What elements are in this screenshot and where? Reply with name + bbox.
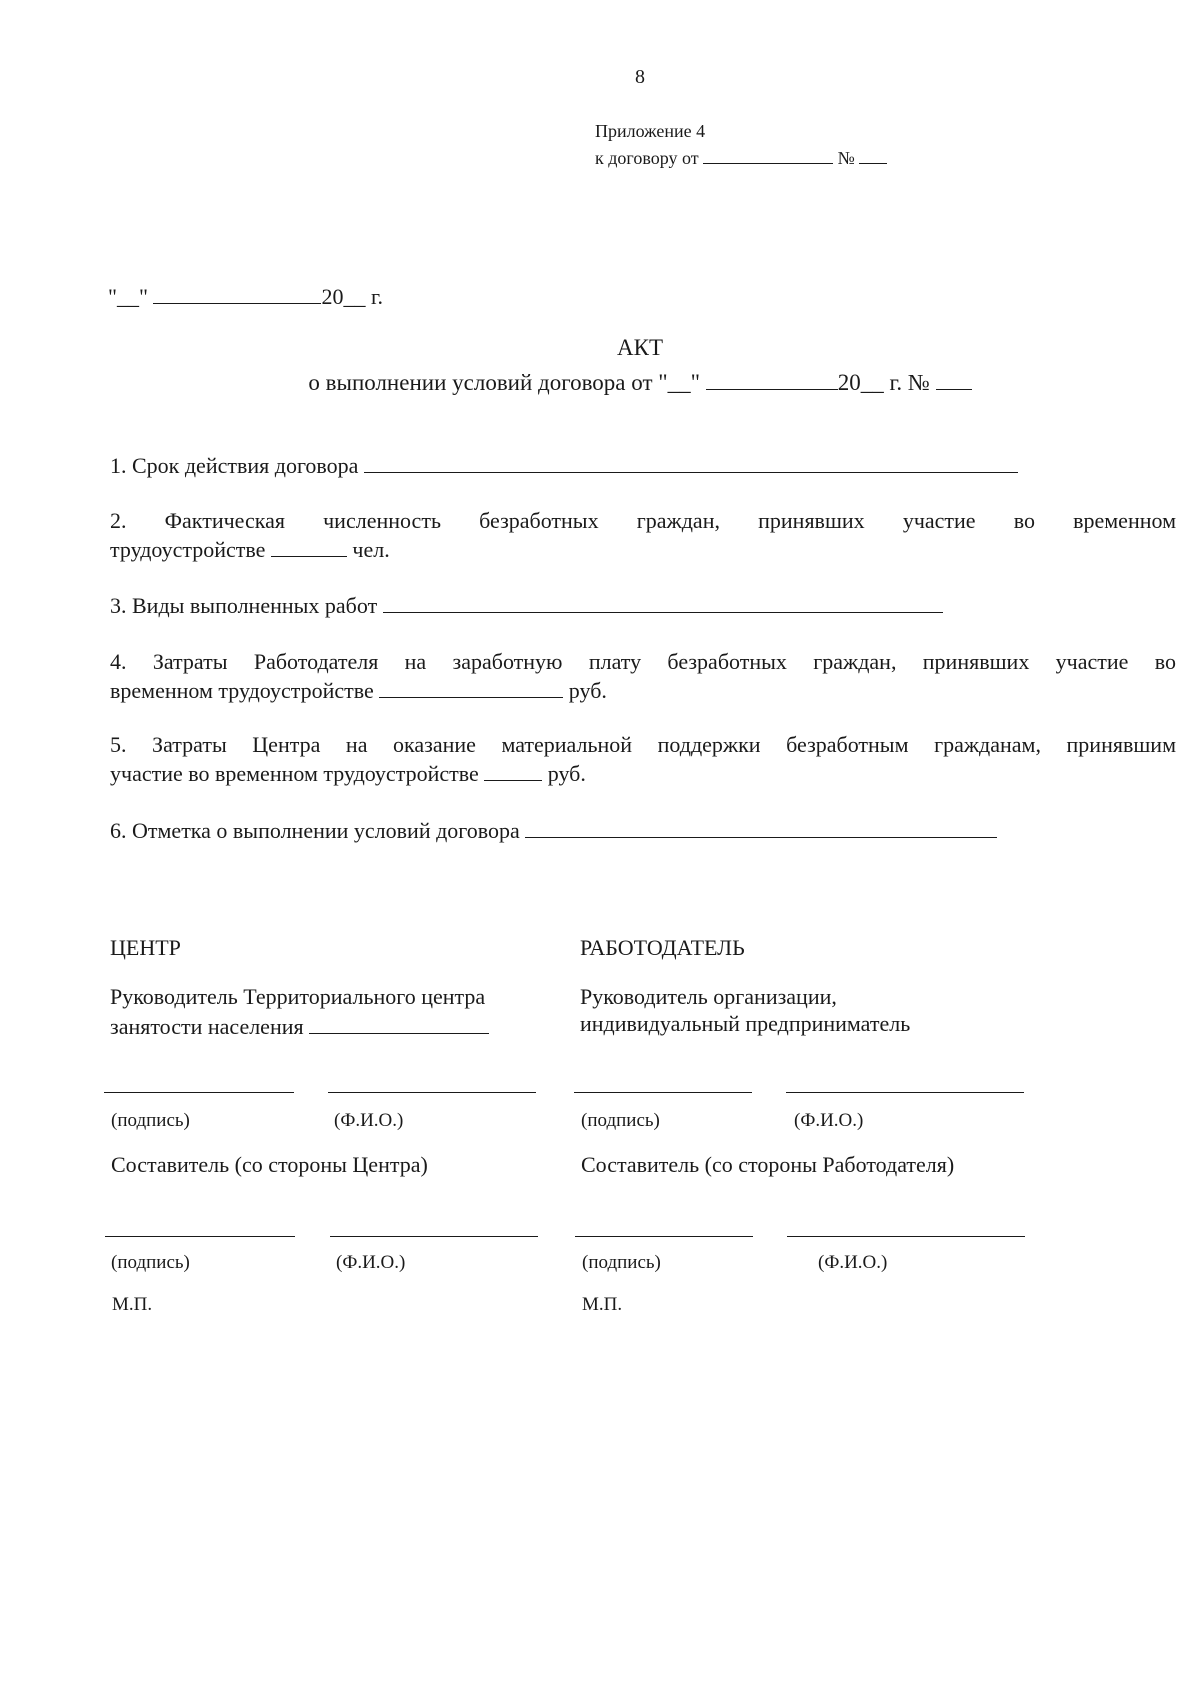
item-1-label: 1. Срок действия договора bbox=[110, 453, 359, 478]
employer-signature-line bbox=[574, 1092, 752, 1093]
contract-number-blank bbox=[859, 145, 887, 164]
center-head-line-1: Руководитель Территориального центра bbox=[110, 984, 486, 1009]
item-6-label: 6. Отметка о выполнении условий договора bbox=[110, 818, 520, 843]
employer-compiler-signature-label: (подпись) bbox=[582, 1252, 661, 1273]
act-title: АКТ bbox=[617, 335, 663, 360]
employer-compiler: Составитель (со стороны Работодателя) bbox=[581, 1152, 955, 1177]
item-5-line-2-prefix: участие во временном трудоустройстве bbox=[110, 761, 479, 786]
item-3-label: 3. Виды выполненных работ bbox=[110, 593, 378, 618]
center-compiler-signature-label: (подпись) bbox=[111, 1252, 190, 1273]
employer-head-line-1: Руководитель организации, bbox=[580, 984, 837, 1009]
center-signature-line bbox=[104, 1092, 294, 1093]
center-compiler-name-label: (Ф.И.О.) bbox=[336, 1252, 406, 1273]
act-subtitle-year: 20__ г. № bbox=[837, 370, 930, 395]
appendix-contract-ref bbox=[595, 145, 887, 169]
act-date-day: "__" bbox=[108, 284, 148, 309]
center-head-line-2 bbox=[110, 1011, 489, 1040]
item-2-line-1: 2. Фактическая численность безработных граждан, принявших участие во временном bbox=[110, 508, 1176, 533]
item-6 bbox=[110, 815, 997, 844]
item-2-line-2 bbox=[110, 534, 1176, 563]
item-3-blank bbox=[383, 590, 943, 613]
item-4-line-2-prefix: временном трудоустройстве bbox=[110, 678, 374, 703]
employer-compiler-name-label: (Ф.И.О.) bbox=[818, 1252, 888, 1273]
act-subtitle-number-blank bbox=[936, 366, 972, 390]
item-5-line-2-suffix: руб. bbox=[547, 761, 586, 786]
act-subtitle bbox=[0, 366, 1200, 396]
act-date-line bbox=[108, 281, 383, 310]
act-date-year: 20__ г. bbox=[321, 284, 384, 309]
item-2-line-2-suffix: чел. bbox=[352, 537, 390, 562]
center-signature-label: (подпись) bbox=[111, 1110, 190, 1131]
item-4-line-2 bbox=[110, 675, 1176, 704]
employer-compiler-signature-line bbox=[575, 1236, 753, 1237]
contract-date-blank bbox=[703, 145, 833, 164]
act-subtitle-prefix: о выполнении условий договора от "__" bbox=[308, 370, 701, 395]
page-number: 8 bbox=[635, 66, 645, 88]
act-subtitle-month-blank bbox=[706, 366, 838, 390]
item-5-line-1: 5. Затраты Центра на оказание материальной поддержки безработным гражданам, принявшим bbox=[110, 732, 1176, 757]
item-4-line-2-suffix: руб. bbox=[568, 678, 607, 703]
employer-heading: РАБОТОДАТЕЛЬ bbox=[580, 935, 745, 960]
employer-signature-label: (подпись) bbox=[581, 1110, 660, 1131]
item-2 bbox=[110, 507, 1176, 563]
appendix-title: Приложение 4 bbox=[595, 121, 706, 141]
item-5-line-2 bbox=[110, 758, 1176, 787]
appendix-contract-prefix: к договору от bbox=[595, 148, 699, 168]
employer-head-line-2: индивидуальный предприниматель bbox=[580, 1011, 911, 1036]
center-compiler: Составитель (со стороны Центра) bbox=[111, 1152, 428, 1177]
center-compiler-name-line bbox=[330, 1236, 538, 1237]
employer-stamp: М.П. bbox=[582, 1294, 623, 1315]
item-6-blank bbox=[525, 815, 997, 838]
item-1 bbox=[110, 450, 1018, 479]
appendix-number-sign: № bbox=[837, 148, 855, 168]
act-date-month-blank bbox=[153, 281, 321, 304]
employer-name-line bbox=[786, 1092, 1024, 1093]
employer-compiler-name-line bbox=[787, 1236, 1025, 1237]
center-head-blank bbox=[309, 1011, 489, 1034]
item-1-blank bbox=[364, 450, 1018, 473]
center-heading: ЦЕНТР bbox=[110, 935, 181, 960]
center-name-line bbox=[328, 1092, 536, 1093]
center-name-label: (Ф.И.О.) bbox=[334, 1110, 404, 1131]
item-4-line-1: 4. Затраты Работодателя на заработную плату безработных граждан, принявших участие во bbox=[110, 649, 1176, 674]
item-2-count-blank bbox=[271, 534, 347, 557]
center-stamp: М.П. bbox=[112, 1294, 153, 1315]
item-5 bbox=[110, 731, 1176, 787]
item-5-amount-blank bbox=[484, 758, 542, 781]
item-4-amount-blank bbox=[379, 675, 563, 698]
center-head-line-2-text: занятости населения bbox=[110, 1014, 304, 1039]
center-compiler-signature-line bbox=[105, 1236, 295, 1237]
employer-name-label: (Ф.И.О.) bbox=[794, 1110, 864, 1131]
item-3 bbox=[110, 590, 943, 619]
item-2-line-2-prefix: трудоустройстве bbox=[110, 537, 266, 562]
item-4 bbox=[110, 648, 1176, 704]
